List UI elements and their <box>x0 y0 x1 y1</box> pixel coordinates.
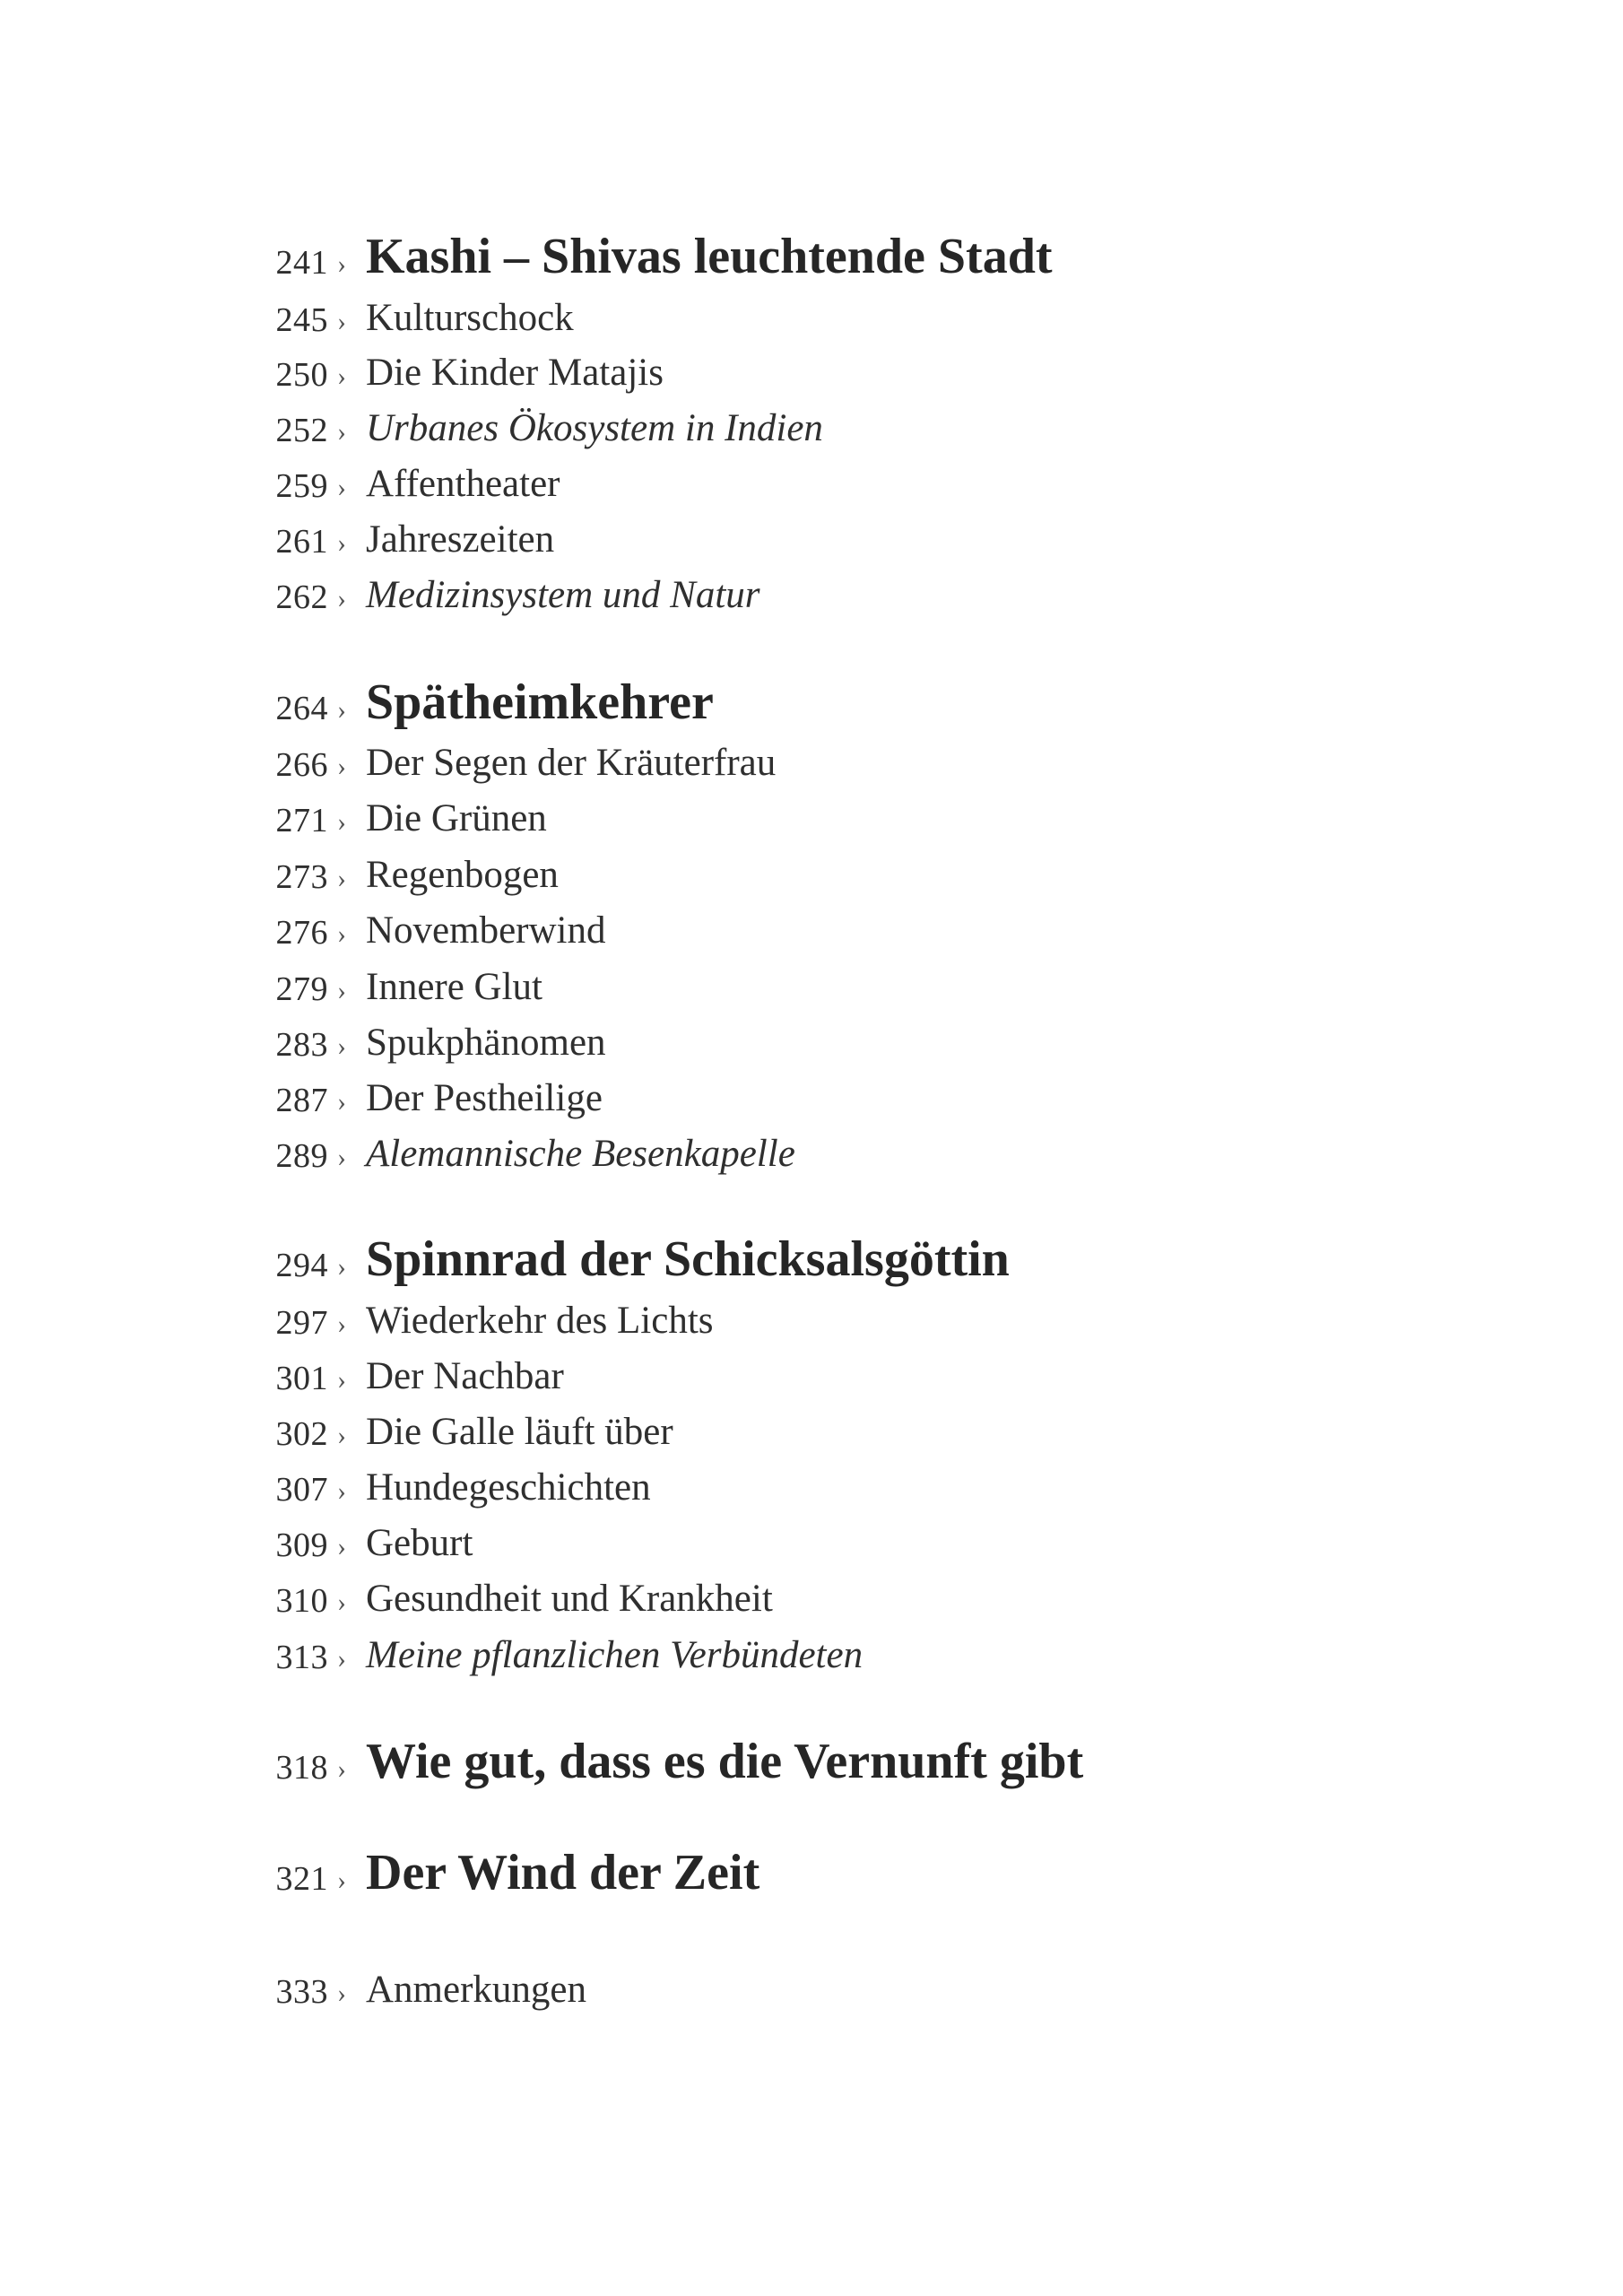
subchapter-title: Hundegeschichten <box>366 1466 651 1509</box>
subchapter-title: Gesundheit und Krankheit <box>366 1578 773 1620</box>
chevron-right-icon: › <box>337 752 346 781</box>
subchapter-title: Die Kinder Matajis <box>366 352 664 394</box>
chevron-right-icon: › <box>337 1252 346 1282</box>
page-number: 241 <box>275 244 328 282</box>
subchapter-title: Urbanes Ökosystem in Indien <box>366 407 823 449</box>
chevron-right-icon: › <box>337 249 346 279</box>
page-number: 283 <box>275 1026 328 1064</box>
page-number: 273 <box>275 858 328 896</box>
chevron-right-icon: › <box>337 1309 346 1339</box>
page-number: 245 <box>275 301 328 339</box>
page-number: 264 <box>275 690 328 727</box>
subchapter-title: Spukphänomen <box>366 1022 606 1064</box>
chapter-title: Wie gut, dass es die Vernunft gibt <box>366 1734 1084 1789</box>
subchapter-title: Regenbogen <box>366 854 559 896</box>
page-number: 310 <box>275 1582 328 1620</box>
subchapter-title: Die Grünen <box>366 797 547 839</box>
chapter-title: Spinnrad der Schicksalsgöttin <box>366 1231 1010 1287</box>
chapter-title: Spätheimkehrer <box>366 674 714 730</box>
chapter-title: Kashi – Shivas leuchtende Stadt <box>366 229 1053 284</box>
page-number: 297 <box>275 1304 328 1342</box>
subchapter-title: Kulturschock <box>366 297 574 339</box>
chevron-right-icon: › <box>337 1866 346 1895</box>
page-number: 287 <box>275 1082 328 1119</box>
chevron-right-icon: › <box>337 1979 346 2008</box>
page-number: 301 <box>275 1360 328 1397</box>
appendix-title: Anmerkungen <box>366 1969 586 2011</box>
page-number: 271 <box>275 802 328 839</box>
page-number: 294 <box>275 1247 328 1284</box>
chevron-right-icon: › <box>337 1476 346 1506</box>
chevron-right-icon: › <box>337 473 346 502</box>
page-number: 266 <box>275 746 328 784</box>
page-number: 318 <box>275 1749 328 1787</box>
chevron-right-icon: › <box>337 1532 346 1561</box>
page-number: 333 <box>275 1973 328 2011</box>
page-number: 276 <box>275 914 328 952</box>
chevron-right-icon: › <box>337 528 346 558</box>
chevron-right-icon: › <box>337 361 346 391</box>
subchapter-title: Die Galle läuft über <box>366 1411 673 1453</box>
page-number: 307 <box>275 1471 328 1509</box>
chevron-right-icon: › <box>337 1087 346 1117</box>
page-number: 262 <box>275 578 328 616</box>
subchapter-title: Der Pestheilige <box>366 1077 603 1119</box>
page-number: 289 <box>275 1137 328 1175</box>
chevron-right-icon: › <box>337 695 346 725</box>
subchapter-title: Innere Glut <box>366 966 543 1008</box>
subchapter-title: Affentheater <box>366 463 560 505</box>
chevron-right-icon: › <box>337 919 346 949</box>
page-number: 309 <box>275 1526 328 1564</box>
page-number: 302 <box>275 1415 328 1453</box>
chevron-right-icon: › <box>337 976 346 1005</box>
chevron-right-icon: › <box>337 417 346 447</box>
page-number: 250 <box>275 356 328 394</box>
chevron-right-icon: › <box>337 1365 346 1395</box>
subchapter-title: Der Nachbar <box>366 1355 564 1397</box>
chevron-right-icon: › <box>337 1754 346 1784</box>
subchapter-title: Medizinsystem und Natur <box>366 574 760 616</box>
subchapter-title: Jahreszeiten <box>366 518 555 561</box>
subchapter-title: Der Segen der Kräuterfrau <box>366 742 777 784</box>
subchapter-title: Meine pflanzlichen Verbündeten <box>366 1634 864 1676</box>
subchapter-title: Novemberwind <box>366 909 606 952</box>
chevron-right-icon: › <box>337 1587 346 1617</box>
page-number: 321 <box>275 1860 328 1898</box>
chevron-right-icon: › <box>337 1421 346 1450</box>
subchapter-title: Wiederkehr des Lichts <box>366 1300 714 1342</box>
page-number: 313 <box>275 1639 328 1676</box>
page-number: 279 <box>275 970 328 1008</box>
chevron-right-icon: › <box>337 307 346 336</box>
subchapter-title: Alemannische Besenkapelle <box>366 1133 795 1175</box>
chevron-right-icon: › <box>337 807 346 837</box>
subchapter-title: Geburt <box>366 1522 473 1564</box>
page-number: 261 <box>275 523 328 561</box>
chevron-right-icon: › <box>337 1644 346 1674</box>
page-number: 259 <box>275 467 328 505</box>
chevron-right-icon: › <box>337 864 346 893</box>
chapter-title: Der Wind der Zeit <box>366 1845 760 1900</box>
chevron-right-icon: › <box>337 1143 346 1172</box>
chevron-right-icon: › <box>337 1031 346 1061</box>
chevron-right-icon: › <box>337 584 346 613</box>
page-number: 252 <box>275 412 328 449</box>
